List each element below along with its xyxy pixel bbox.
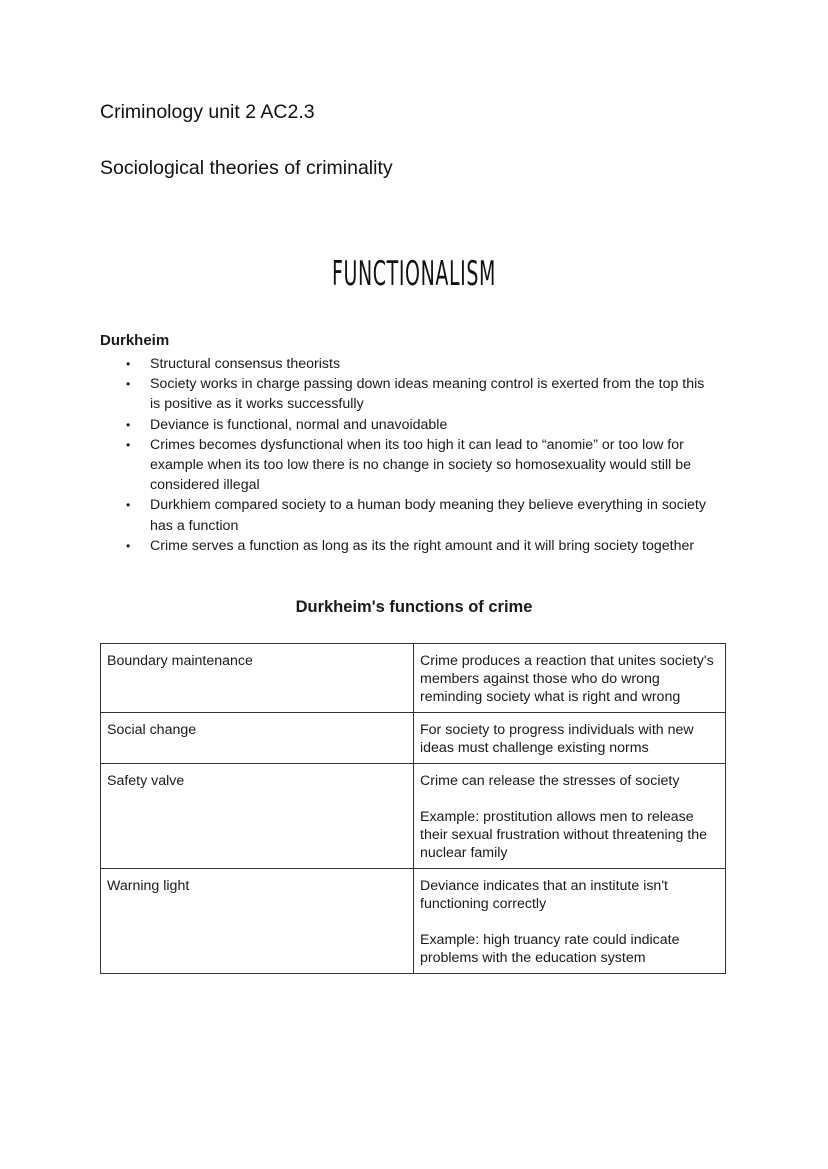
- function-description-cell: [414, 713, 726, 764]
- list-item: [120, 415, 710, 435]
- list-item: [120, 435, 710, 496]
- list-item-text: Crimes becomes dysfunctional when its too high it can lead to “anomie” or too low for example when its too low there is no change in society so homosexuality would still be considered illegal: [150, 436, 691, 494]
- description-text: Crime can release the stresses of society: [420, 773, 680, 789]
- bullet-icon: •: [126, 538, 131, 553]
- document-subtitle: Sociological theories of criminality: [100, 157, 393, 179]
- list-item: [120, 354, 710, 374]
- document-title: Criminology unit 2 AC2.3: [100, 101, 315, 123]
- list-item-text: Deviance is functional, normal and unavoidable: [150, 416, 448, 433]
- functions-table: [100, 643, 726, 974]
- bullet-icon: •: [126, 437, 131, 452]
- function-description-cell: [414, 869, 726, 974]
- list-item: [120, 495, 710, 535]
- list-item-text: Society works in charge passing down ideas meaning control is exerted from the top this is positive as it works successfully: [150, 376, 705, 413]
- list-item: [120, 536, 710, 556]
- description-text: Deviance indicates that an institute isn't functioning correctly: [420, 878, 668, 912]
- function-description-cell: [414, 644, 726, 713]
- function-description-cell: [414, 764, 726, 869]
- table-row: [101, 764, 726, 869]
- theorist-heading: Durkheim: [100, 332, 170, 349]
- description-text: For society to progress individuals with new ideas must challenge existing norms: [420, 722, 694, 756]
- list-item-text: Durkhiem compared society to a human body meaning they believe everything in society has a function: [150, 497, 706, 534]
- bullet-icon: •: [126, 498, 131, 513]
- bullet-icon: •: [126, 377, 131, 392]
- table-row: [101, 644, 726, 713]
- description-text: Crime produces a reaction that unites society's members against those who do wrong reminding society what is right and wrong: [420, 653, 714, 705]
- list-item: [120, 374, 710, 414]
- function-name-cell: Safety valve: [101, 764, 414, 869]
- table-row: [101, 713, 726, 764]
- function-name-cell: Boundary maintenance: [101, 644, 414, 713]
- bullet-icon: •: [126, 357, 131, 371]
- function-name-cell: Warning light: [101, 869, 414, 974]
- table-row: [101, 869, 726, 974]
- list-item-text: Crime serves a function as long as its the right amount and it will bring society together: [150, 537, 695, 554]
- section-heading: FUNCTIONALISM: [331, 254, 497, 294]
- table-heading: Durkheim's functions of crime: [295, 598, 533, 616]
- example-text: Example: high truancy rate could indicate problems with the education system: [420, 932, 680, 966]
- bullet-icon: •: [126, 417, 131, 432]
- bullet-list: [120, 354, 710, 556]
- function-name-cell: Social change: [101, 713, 414, 764]
- list-item-text: Structural consensus theorists: [150, 356, 341, 372]
- example-text: Example: prostitution allows men to release their sexual frustration without threatening the nuclear family: [420, 809, 708, 861]
